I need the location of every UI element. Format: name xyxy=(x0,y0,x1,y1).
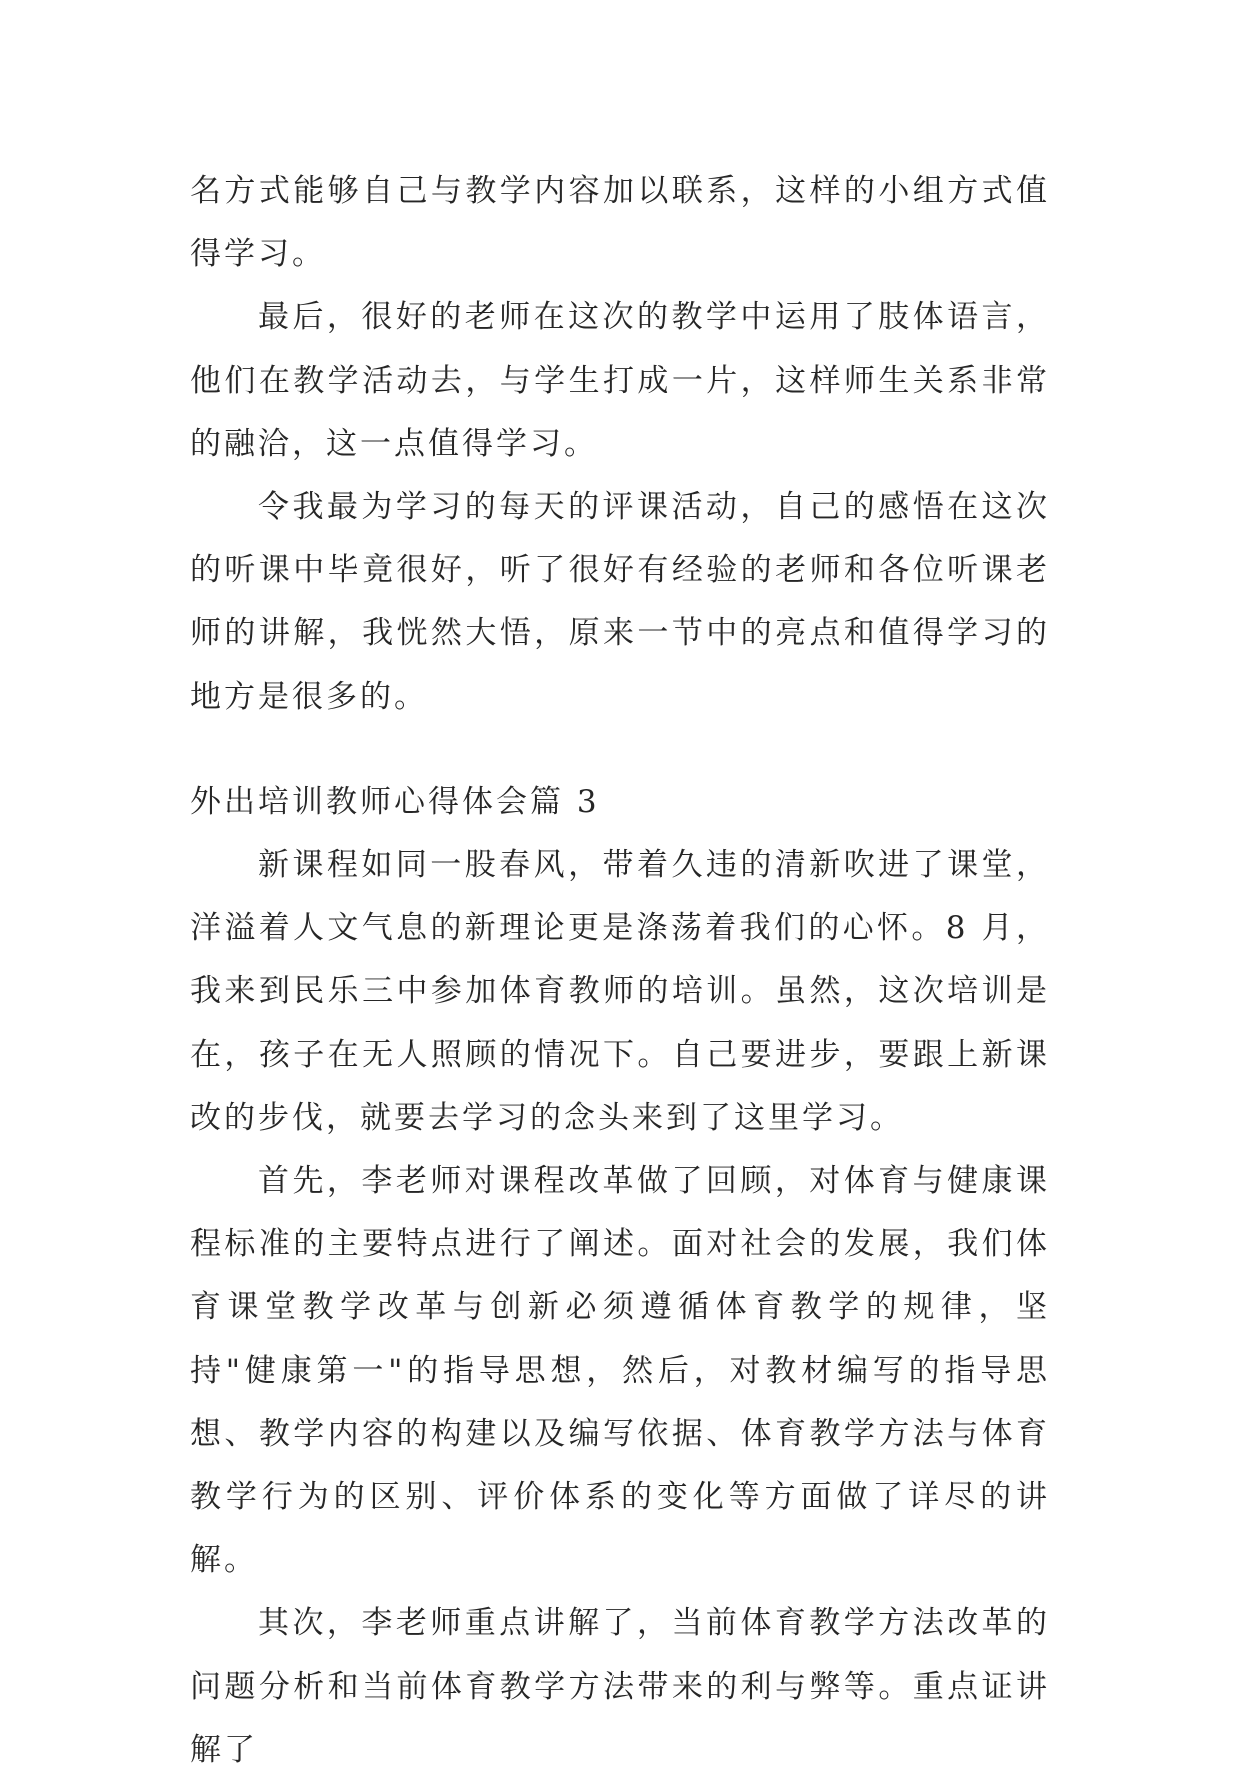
paragraph-new-curriculum: 新课程如同一股春风，带着久违的清新吹进了课堂，洋溢着人文气息的新理论更是涤荡着我们的心怀。8 月，我来到民乐三中参加体育教师的培训。虽然，这次培训是在，孩子在无人照顾的情况下。自己要进步，要跟上新课改的步伐，就要去学习的念头来到了这里学习。 xyxy=(190,847,1050,1136)
paragraph-continuation: 名方式能够自己与教学内容加以联系，这样的小组方式值得学习。 xyxy=(190,173,1050,273)
document-body xyxy=(190,160,1050,1782)
section-spacer xyxy=(190,729,1050,771)
paragraph-body-language: 最后，很好的老师在这次的教学中运用了肢体语言，他们在教学活动去，与学生打成一片，这样师生关系非常的融洽，这一点值得学习。 xyxy=(190,299,1050,462)
paragraph-second-point: 其次，李老师重点讲解了，当前体育教学方法改革的问题分析和当前体育教学方法带来的利与弊等。重点证讲解了 xyxy=(190,1605,1050,1768)
section-heading: 外出培训教师心得体会篇 3 xyxy=(190,783,600,820)
paragraph-first-point: 首先，李老师对课程改革做了回顾，对体育与健康课程标准的主要特点进行了阐述。面对社会的发展，我们体育课堂教学改革与创新必须遵循体育教学的规律，坚持"健康第一"的指导思想，然后，对教材编写的指导思想、教学内容的构建以及编写依据、体育教学方法与体育教学行为的区别、评价体系的变化等方面做了详尽的讲解。 xyxy=(190,1163,1050,1579)
paragraph-lesson-review: 令我最为学习的每天的评课活动，自己的感悟在这次的听课中毕竟很好，听了很好有经验的老师和各位听课老师的讲解，我恍然大悟，原来一节中的亮点和值得学习的地方是很多的。 xyxy=(190,489,1050,715)
